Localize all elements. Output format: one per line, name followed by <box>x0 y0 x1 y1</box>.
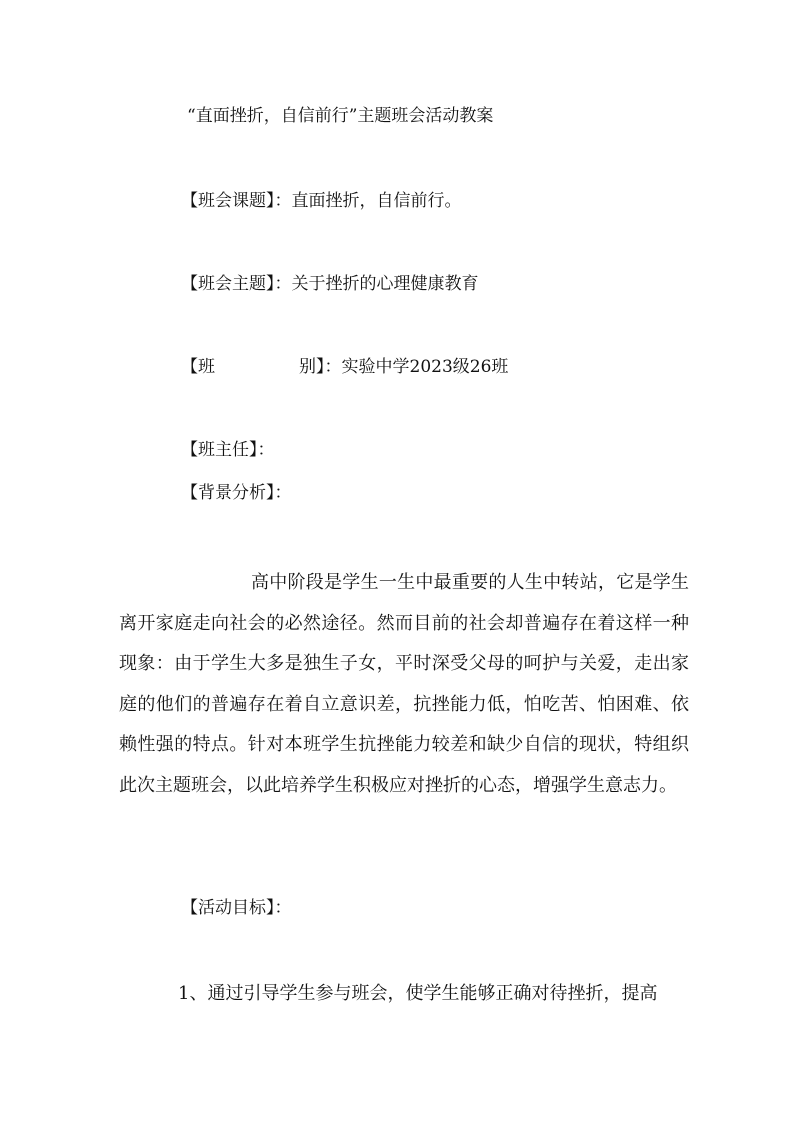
teacher-value: ： <box>257 440 275 460</box>
topic-value: ：直面挫折，自信前行。 <box>274 191 462 211</box>
background-label: 【背景分析】 <box>181 483 275 503</box>
theme-label: 【班会主题】 <box>181 274 275 294</box>
objectives-field <box>181 898 292 918</box>
topic-label: 【班会课题】 <box>181 191 275 211</box>
class-label-start: 【班 <box>181 357 215 377</box>
background-paragraph: 高中阶段是学生一生中最重要的人生中转站，它是学生离开家庭走向社会的必然途径。然而目前的社会却普遍存在着这样一种现象：由于学生大多是独生子女，平时深受父母的呵护与关爱，走出家庭的他们的普遍存在着自立意识差，抗挫能力低，怕吃苦、怕困难、依赖性强的特点。针对本班学生抗挫能力较差和缺少自信的现状，特组织此次主题班会，以此培养学生积极应对挫折的心态，增强学生意志力。 <box>119 572 689 796</box>
theme-value: ：关于挫折的心理健康教育 <box>274 274 479 294</box>
teacher-label: 【班主任】 <box>181 440 258 460</box>
document-title: “直面挫折，自信前行”主题班会活动教案 <box>187 106 494 126</box>
theme-field <box>181 274 479 294</box>
background-value: ： <box>274 483 292 503</box>
class-value: ：实验中学2023级26班 <box>324 357 509 377</box>
background-field <box>181 483 292 503</box>
topic-field <box>181 191 462 211</box>
objectives-colon: ： <box>274 898 292 918</box>
objective-item-1: 1、通过引导学生参与班会，使学生能够正确对待挫折，提高 <box>178 983 658 1004</box>
objectives-label: 【活动目标】 <box>181 898 275 918</box>
class-field <box>181 357 508 377</box>
teacher-field <box>181 440 275 460</box>
class-label-end: 别】 <box>299 357 325 377</box>
